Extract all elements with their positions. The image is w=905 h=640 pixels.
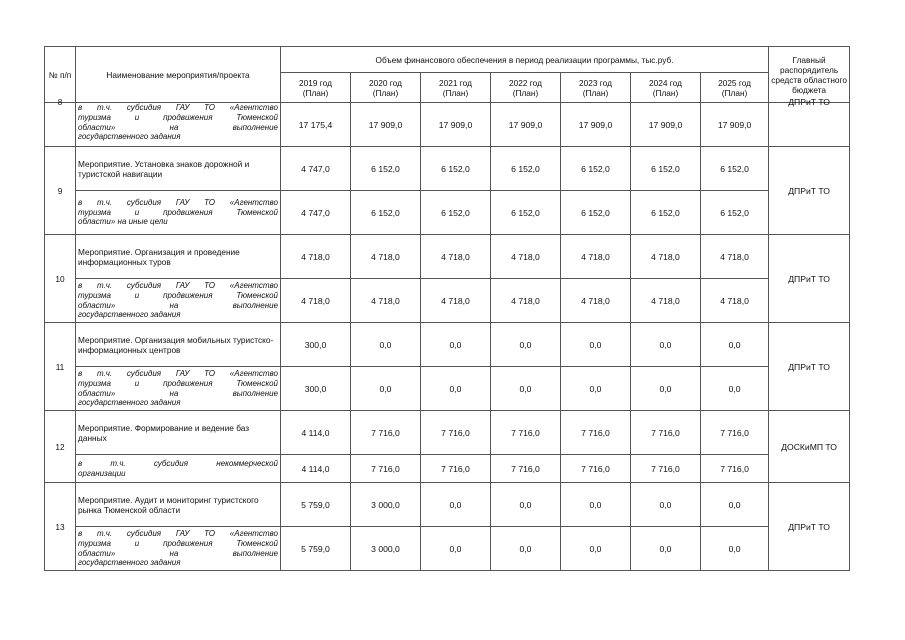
value-cell: 4 718,0 xyxy=(421,279,491,323)
sub-text-line: государственного задания xyxy=(78,398,181,408)
value-cell: 0,0 xyxy=(631,483,701,527)
value-cell: 7 716,0 xyxy=(561,411,631,455)
table-row-sub xyxy=(45,191,850,235)
row-index-text: 8 xyxy=(57,97,63,107)
value-cell: 6 152,0 xyxy=(351,191,421,235)
sub-text-line: туризма и продвижения Тюменской xyxy=(78,538,278,548)
header-year-label: 2022 год xyxy=(509,77,542,88)
row-sub-name xyxy=(76,103,281,147)
sub-text-line: области» на выполнение xyxy=(78,122,278,132)
header-year-plan: (План) xyxy=(512,87,539,98)
table-row-main xyxy=(45,411,850,455)
value-cell: 0,0 xyxy=(491,527,561,571)
table-header xyxy=(45,47,850,103)
header-year-plan: (План) xyxy=(721,87,748,98)
value-cell: 0,0 xyxy=(701,527,769,571)
value-cell: 6 152,0 xyxy=(421,191,491,235)
header-year-label: 2025 год xyxy=(718,77,751,88)
sub-text-line: организации xyxy=(78,468,126,478)
value-cell: 7 716,0 xyxy=(351,455,421,483)
value-cell: 6 152,0 xyxy=(491,191,561,235)
value-cell: 0,0 xyxy=(631,527,701,571)
value-cell: 0,0 xyxy=(701,483,769,527)
row-dept: ДПРиТ ТО xyxy=(769,323,850,411)
header-year-label: 2021 год xyxy=(439,77,472,88)
value-cell: 4 114,0 xyxy=(281,411,351,455)
header-year-1 xyxy=(351,73,421,103)
sub-text-line: области» на выполнение xyxy=(78,548,278,558)
row-main-name: Мероприятие. Аудит и мониторинг туристского рынка Тюменской области xyxy=(76,483,281,527)
sub-text-line: области» на выполнение xyxy=(78,388,278,398)
row-index: 9 xyxy=(45,147,76,235)
row-index xyxy=(45,97,76,147)
value-cell: 4 718,0 xyxy=(701,279,769,323)
header-year-plan: (План) xyxy=(442,87,469,98)
header-year-5 xyxy=(631,73,701,103)
header-year-plan: (План) xyxy=(582,87,609,98)
table-row-main xyxy=(45,147,850,191)
header-year-label: 2023 год xyxy=(579,77,612,88)
value-cell: 0,0 xyxy=(561,483,631,527)
value-cell: 4 718,0 xyxy=(631,279,701,323)
row-index: 13 xyxy=(45,483,76,571)
table-body xyxy=(45,97,850,571)
table-row-partial xyxy=(45,103,850,147)
value-cell: 7 716,0 xyxy=(351,411,421,455)
value-cell: 0,0 xyxy=(631,323,701,367)
value-cell: 300,0 xyxy=(281,323,351,367)
value-cell: 3 000,0 xyxy=(351,483,421,527)
value-cell: 7 716,0 xyxy=(631,411,701,455)
sub-text-line: в т.ч. субсидия некоммерческой xyxy=(78,458,278,468)
table-row-sub xyxy=(45,279,850,323)
row-dept: ДОСКиМП ТО xyxy=(769,411,850,483)
header-name: Наименование мероприятия/проекта xyxy=(76,47,281,103)
sub-text-line: в т.ч. субсидия ГАУ ТО «Агентство xyxy=(78,528,278,538)
value-cell: 4 747,0 xyxy=(281,191,351,235)
header-year-plan: (План) xyxy=(372,87,399,98)
row-main-name: Мероприятие. Организация и проведение информационных туров xyxy=(76,235,281,279)
value-cell: 4 718,0 xyxy=(701,235,769,279)
row-index: 12 xyxy=(45,411,76,483)
value-cell: 0,0 xyxy=(421,323,491,367)
table-row-main xyxy=(45,483,850,527)
value-cell: 3 000,0 xyxy=(351,527,421,571)
value-cell: 0,0 xyxy=(491,367,561,411)
value-cell: 0,0 xyxy=(561,527,631,571)
value-cell: 4 718,0 xyxy=(421,235,491,279)
value-cell: 0,0 xyxy=(701,323,769,367)
row-dept xyxy=(769,97,850,147)
value-cell: 4 718,0 xyxy=(491,235,561,279)
value-cell: 0,0 xyxy=(491,483,561,527)
sub-text-line: в т.ч. субсидия ГАУ ТО «Агентство xyxy=(78,368,278,378)
value-cell: 7 716,0 xyxy=(631,455,701,483)
sub-text-line: области» на иные цели xyxy=(78,217,168,227)
header-year-2 xyxy=(421,73,491,103)
header-year-4 xyxy=(561,73,631,103)
header-year-3 xyxy=(491,73,561,103)
sub-text-line: туризма и продвижения Тюменской xyxy=(78,112,278,122)
row-dept: ДПРиТ ТО xyxy=(769,483,850,571)
value-cell: 4 718,0 xyxy=(561,235,631,279)
value-cell: 0,0 xyxy=(631,367,701,411)
value-cell: 17 175,4 xyxy=(281,103,351,147)
row-main-name: Мероприятие. Формирование и ведение баз данных xyxy=(76,411,281,455)
table-row-main xyxy=(45,235,850,279)
sub-text-line: туризма и продвижения Тюменской xyxy=(78,207,278,217)
sub-text-line: в т.ч. субсидия ГАУ ТО «Агентство xyxy=(78,103,278,112)
value-cell: 0,0 xyxy=(701,367,769,411)
value-cell: 0,0 xyxy=(421,483,491,527)
sub-text-line: туризма и продвижения Тюменской xyxy=(78,290,278,300)
value-cell: 300,0 xyxy=(281,367,351,411)
value-cell: 7 716,0 xyxy=(701,455,769,483)
row-index: 10 xyxy=(45,235,76,323)
value-cell: 6 152,0 xyxy=(561,147,631,191)
value-cell: 7 716,0 xyxy=(491,411,561,455)
value-cell: 4 718,0 xyxy=(631,235,701,279)
row-sub-name xyxy=(76,279,281,323)
value-cell: 7 716,0 xyxy=(421,411,491,455)
table-row-sub xyxy=(45,527,850,571)
value-cell: 17 909,0 xyxy=(491,103,561,147)
value-cell: 4 718,0 xyxy=(351,279,421,323)
table-row-sub xyxy=(45,367,850,411)
row-dept-text: ДПРиТ ТО xyxy=(788,97,830,107)
value-cell: 0,0 xyxy=(421,527,491,571)
sub-text-line: государственного задания xyxy=(78,558,181,568)
value-cell: 6 152,0 xyxy=(491,147,561,191)
value-cell: 7 716,0 xyxy=(701,411,769,455)
value-cell: 4 718,0 xyxy=(281,279,351,323)
value-cell: 0,0 xyxy=(561,367,631,411)
header-year-6 xyxy=(701,73,769,103)
value-cell: 6 152,0 xyxy=(631,147,701,191)
header-year-0 xyxy=(281,73,351,103)
value-cell: 17 909,0 xyxy=(631,103,701,147)
header-year-label: 2020 год xyxy=(369,77,402,88)
sub-text-line: области» на выполнение xyxy=(78,300,278,310)
value-cell: 6 152,0 xyxy=(561,191,631,235)
value-cell: 4 718,0 xyxy=(351,235,421,279)
header-year-plan: (План) xyxy=(302,87,329,98)
value-cell: 4 718,0 xyxy=(561,279,631,323)
row-sub-name xyxy=(76,367,281,411)
row-sub-name xyxy=(76,191,281,235)
header-num: № п/п xyxy=(45,47,76,103)
value-cell: 6 152,0 xyxy=(351,147,421,191)
value-cell: 6 152,0 xyxy=(421,147,491,191)
value-cell: 6 152,0 xyxy=(701,191,769,235)
header-year-label: 2019 год xyxy=(299,77,332,88)
budget-table-container xyxy=(44,46,849,571)
value-cell: 7 716,0 xyxy=(491,455,561,483)
value-cell: 0,0 xyxy=(561,323,631,367)
value-cell: 0,0 xyxy=(421,367,491,411)
sub-text-line: государственного задания xyxy=(78,132,181,142)
row-sub-name xyxy=(76,455,281,483)
value-cell: 6 152,0 xyxy=(631,191,701,235)
table-row-main xyxy=(45,323,850,367)
value-cell: 7 716,0 xyxy=(421,455,491,483)
header-year-plan: (План) xyxy=(652,87,679,98)
value-cell: 6 152,0 xyxy=(701,147,769,191)
value-cell: 0,0 xyxy=(351,367,421,411)
header-dept: Главный распорядитель средств областного бюджета xyxy=(769,47,850,103)
sub-text-line: в т.ч. субсидия ГАУ ТО «Агентство xyxy=(78,197,278,207)
row-main-name: Мероприятие. Организация мобильных туристско-информационных центров xyxy=(76,323,281,367)
sub-text-line: в т.ч. субсидия ГАУ ТО «Агентство xyxy=(78,280,278,290)
value-cell: 5 759,0 xyxy=(281,483,351,527)
value-cell: 0,0 xyxy=(491,323,561,367)
table-row-sub xyxy=(45,455,850,483)
value-cell: 4 747,0 xyxy=(281,147,351,191)
row-index: 11 xyxy=(45,323,76,411)
sub-text-line: государственного задания xyxy=(78,310,181,320)
row-sub-name xyxy=(76,527,281,571)
value-cell: 17 909,0 xyxy=(701,103,769,147)
row-main-name: Мероприятие. Установка знаков дорожной и туристской навигации xyxy=(76,147,281,191)
row-dept: ДПРиТ ТО xyxy=(769,147,850,235)
value-cell: 4 718,0 xyxy=(281,235,351,279)
value-cell: 17 909,0 xyxy=(351,103,421,147)
value-cell: 7 716,0 xyxy=(561,455,631,483)
value-cell: 4 718,0 xyxy=(491,279,561,323)
header-year-label: 2024 год xyxy=(649,77,682,88)
value-cell: 4 114,0 xyxy=(281,455,351,483)
budget-table xyxy=(44,46,850,571)
sub-text-line: туризма и продвижения Тюменской xyxy=(78,378,278,388)
header-funding: Объем финансового обеспечения в период реализации программы, тыс.руб. xyxy=(281,47,769,73)
value-cell: 0,0 xyxy=(351,323,421,367)
value-cell: 17 909,0 xyxy=(561,103,631,147)
value-cell: 17 909,0 xyxy=(421,103,491,147)
row-dept: ДПРиТ ТО xyxy=(769,235,850,323)
value-cell: 5 759,0 xyxy=(281,527,351,571)
